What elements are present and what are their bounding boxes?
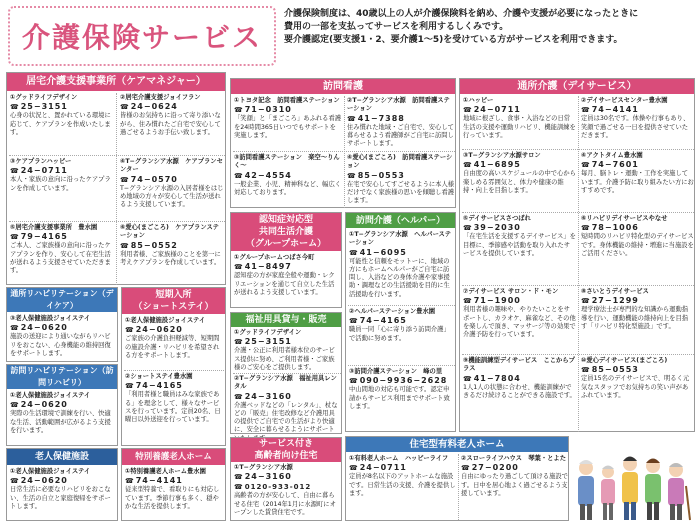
section-header: サービス付き 高齢者向け住宅 — [231, 438, 341, 462]
list-item: ②スローライフハウス 琴葉・とよた ☎ 27−0200 自由にゆったり過ごして頂ける施設です。日中を居心地よく過ごせるよう支援しています。 — [461, 455, 568, 520]
page-title: 介護保険サービス — [21, 21, 262, 54]
section-header: 短期入所 （ショートステイ） — [122, 288, 225, 314]
section-header: 住宅型有料老人ホーム — [346, 437, 568, 452]
section-helper — [345, 212, 456, 432]
list-item: ①有料老人ホーム ハッピーライフ ☎ 24−0711 定員が8名以下のアットホームな施設です。日常生活の支援、介護を提供します。 — [349, 455, 456, 520]
list-item: ①トヨタ記念 訪問看護ステーション ☎ 71−0310 「笑顔」と「まごころ」あふれる看護を24時間365日いつでもサポートを実施します。 — [234, 97, 342, 151]
list-item: ④愛心(まごころ) 訪問看護ステーション ☎ 85−0553 在宅で安心してすごせるように本人様だけでなく家族様の思いを傾聴し看護します。 — [347, 154, 455, 208]
list-item: ②ショートステイ豊水園 ☎ 74−4165 「利用者様と職員はみな家族である」を理念として、様々なサービスを行っています。定員20名、日曜日以外送迎を行っています。 — [125, 373, 225, 445]
list-item: ①T−グランシア水源 ヘルパーステーション ☎ 41−6095 可能性と信頼をモットーに、地域の方にもホームヘルパーがご自宅に訪問し、入浴などの身体介護や家事援助・調理などの生活援助を目的に生活援助を行います。 — [349, 231, 454, 304]
person-icon — [622, 457, 638, 521]
list-item: ①老人保健施設ジョイステイ ☎ 24−0620 ご家族の介護負担軽減等、短期間の施設介護・リハビリを希望される方をサポートします。 — [125, 317, 225, 369]
list-item: ①グッドライフデザイン ☎ 25−3151 心身の状況と、置かれている環境に応じて、ケアプランを作成いたします。 — [10, 94, 114, 154]
section-header: 通所リハビリテーション（デイケア） — [7, 288, 117, 312]
list-item: ⑦デイサービス サロン・ド・モン ☎ 71−1900 利用者様の趣味や、やりたいことをサポートし、カラオケ、麻雀など、その他を楽しんで頂き、マッサージ等の効果で介護予防を行っています。 — [463, 288, 576, 354]
section-kyotaku — [6, 72, 226, 285]
section-header: 認知症対応型 共同生活介護 （グループホーム） — [231, 213, 341, 251]
list-item: ④T−グランシア水源 ケアプランセンター ☎ 74−0570 T−グランシア水源の入居者様をはじめ地域の方々が安心して生活が送れるよう支援しています。 — [120, 158, 224, 220]
list-item: ①特別養護老人ホーム豊水園 ☎ 74−4141 従来型特養で、看取りにも対応しています。季節行事も多く、穏やかな生活を提供します。 — [125, 468, 225, 520]
section-daycare — [6, 287, 118, 362]
section-header: 訪問看護 — [231, 79, 455, 94]
list-item: ③T−グランシア水源サロン ☎ 41−6895 自由度の高いスケジュールの中で心から楽しめる雰囲気と、体力や健康の維持・向上を目指します。 — [463, 152, 576, 212]
list-item: ①老人保健施設ジョイステイ ☎ 24−0620 実際の生活環境で訓練を行い、快適な生活、活動範囲が広がるよう支援を行います。 — [10, 392, 116, 445]
intro-line-3: 要介護認定(要支援1・2、要介護1〜5)を受けている方がサービスを利用できます。 — [284, 35, 623, 45]
list-item: ⑩愛心デイサービス(まごころ) ☎ 85−0553 定員15名のデイサービスで、明るく元気なスタッフでお気持ちの笑い声があふれています。 — [581, 357, 694, 431]
intro-line-2: 費用の一部を支払ってサービスを利用するしくみです。 — [284, 22, 509, 32]
list-item: ⑨機能訓練型デイサービス ここからプラス ☎ 41−7804 1人1人の状態に合わせ、機能訓練ができるだけ続けることができる施設です。 — [463, 357, 576, 431]
person-icon — [578, 460, 594, 520]
section-fukushi — [230, 312, 342, 434]
list-item: ②ヘルパーステーション豊水園 ☎ 74−4165 職員一同「心に寄り添う訪問介護」で活動に努めます。 — [349, 308, 454, 364]
list-item: ③老人保健施設ジョイステイ ☎ 24−0620 施設の送迎により通いながらリハビリをおこない、心身機能の維持回復をサポートします。 — [10, 315, 116, 361]
section-header: 訪問リハビリテーション（訪問リハビリ） — [7, 365, 117, 389]
person-icon — [645, 459, 661, 521]
section-group-home — [230, 212, 342, 308]
list-item: ⑤居宅介護支援事業所 豊水園 ☎ 79−4165 ご本人、ご家族様の意向に沿ったケアプランを作り、安心して在宅生活が送れるよう支援させていただきます。 — [10, 224, 114, 285]
person-icon — [668, 463, 690, 520]
list-item: ②デイサービスセンター豊水園 ☎ 74−4141 定員は30名です。体操や行事もあり、笑顔で過ごせる一日を提供させていただきます。 — [581, 97, 694, 149]
section-roujin — [6, 448, 118, 521]
person-icon — [601, 466, 615, 521]
list-item: ②T−グランシア水源 訪問看護ステーション ☎ 41−7388 住み慣れた地域・ご自宅で、安心して暮らせるよう看護師がご自宅に訪問しサポートします。 — [347, 97, 455, 151]
list-item: ⑤デイサービスさつばれ ☎ 39−2030 「在宅生活を支援するデイサービス」を目標に、季節感や活動を取り入れたサービスを提供しています。 — [463, 215, 576, 285]
section-yuryou — [345, 436, 569, 521]
list-item: ②T−グランシア水源 福祉用具レンタル ☎ 24−3160 介護ベッドなどの「レンタル」、杖などの「販売」住宅改修など介護用具の提供でご自宅での生活がより快適に、安全に暮らせるようにサポート — [234, 375, 340, 433]
section-header: 通所介護（デイサービス） — [460, 79, 694, 94]
page-title-box — [8, 6, 276, 66]
intro-text — [284, 8, 696, 47]
section-header: 特別養護老人ホーム — [122, 449, 225, 465]
section-header: 福祉用具貸与・販売 — [231, 313, 341, 327]
list-item: ①ハッピー ☎ 24−0711 地域に根ざし、食事・入浴などの日常生活の支援や運動リハビリ、機能訓練を行っています。 — [463, 97, 576, 149]
elderly-family-illustration — [572, 446, 696, 522]
list-item: ①グループホームつばさ今町 ☎ 41−8497 認知症の方が家庭全般や運動・レクリエーションを通じて自立した生活が送れるよう支援しています。 — [234, 254, 340, 308]
section-header: 老人保健施設 — [7, 449, 117, 465]
section-header: 居宅介護支援事業所（ケアマネジャー） — [7, 73, 225, 91]
list-item: ③訪問看護ステーション 楽空〜りんく〜 ☎ 42−4554 一般企業、小児、精神科など、幅広く対応しております。 — [234, 154, 342, 208]
list-item: ③ケアプランハッピー ☎ 24−0711 本人・家族の意向に沿ったケアプランを作成しています。 — [10, 158, 114, 220]
list-item: ②居宅介護支援ジョイフラン ☎ 24−0624 皆様のお気持ちに沿って寄り添いながら、住み慣れたご自宅で安心して過ごせるようお手伝い致します。 — [120, 94, 224, 154]
list-item: ①T−グランシア水源 ☎ 24−3160 ☎ 0120-933-012 高齢者の方が安心して、自由に暮らせる住宅（2014年1月に水源町にオープンした賃貸住宅です。 — [234, 464, 340, 521]
list-item: ③訪問介護ステーション 峰の里 ☎ 090−9936−2628 中山間地の対応も可能です。認定申請からサービス利用までサポート致します。 — [349, 368, 454, 431]
section-tsusho — [459, 78, 695, 432]
list-item: ⑧さいとうデイサービス ☎ 27−1299 理学療法士が専門的な知識から運動指導を行い、運動機能の維持向上を目指す「リハビリ特化型施設」です。 — [581, 288, 694, 354]
section-shortstay — [121, 287, 226, 446]
intro-line-1: 介護保険制度は、40歳以上の人が介護保険料を納め、介護や支援が必要になったときに — [284, 9, 639, 19]
section-houmon-reha — [6, 364, 118, 446]
section-sakou — [230, 437, 342, 521]
list-item: ⑥愛心(まごころ) ケアプランステーション ☎ 85−0552 利用者様、ご家族様のことを第一に考えケアプランを作成しています。 — [120, 224, 224, 285]
list-item: ⑥リハビリデイサービスやなせ ☎ 78−1006 短時間のリハビリ特化型のデイサービスです。身体機能の維持・増進に当施設をご活用ください。 — [581, 215, 694, 285]
list-item: ④アクトタイム豊水園 ☎ 74−7601 毎月、脳トレ・運動・工作を実施しています。介護予防に取り組みたい方におすすめです。 — [581, 152, 694, 212]
section-tokuyou — [121, 448, 226, 521]
list-item: ①グッドライフデザイン ☎ 25−3151 介護・公正に利用者様本位のサービス提供に努め、ご利用者様・ご家族様のご安心をご提供します。 — [234, 329, 340, 373]
section-houmon-kango — [230, 78, 456, 208]
section-header: 訪問介護（ヘルパー） — [346, 213, 455, 228]
list-item: ①老人保健施設ジョイステイ ☎ 24−0620 日常生活に必要なリハビリをおこない、生活の自立と家庭復帰をサポートします。 — [10, 468, 116, 520]
